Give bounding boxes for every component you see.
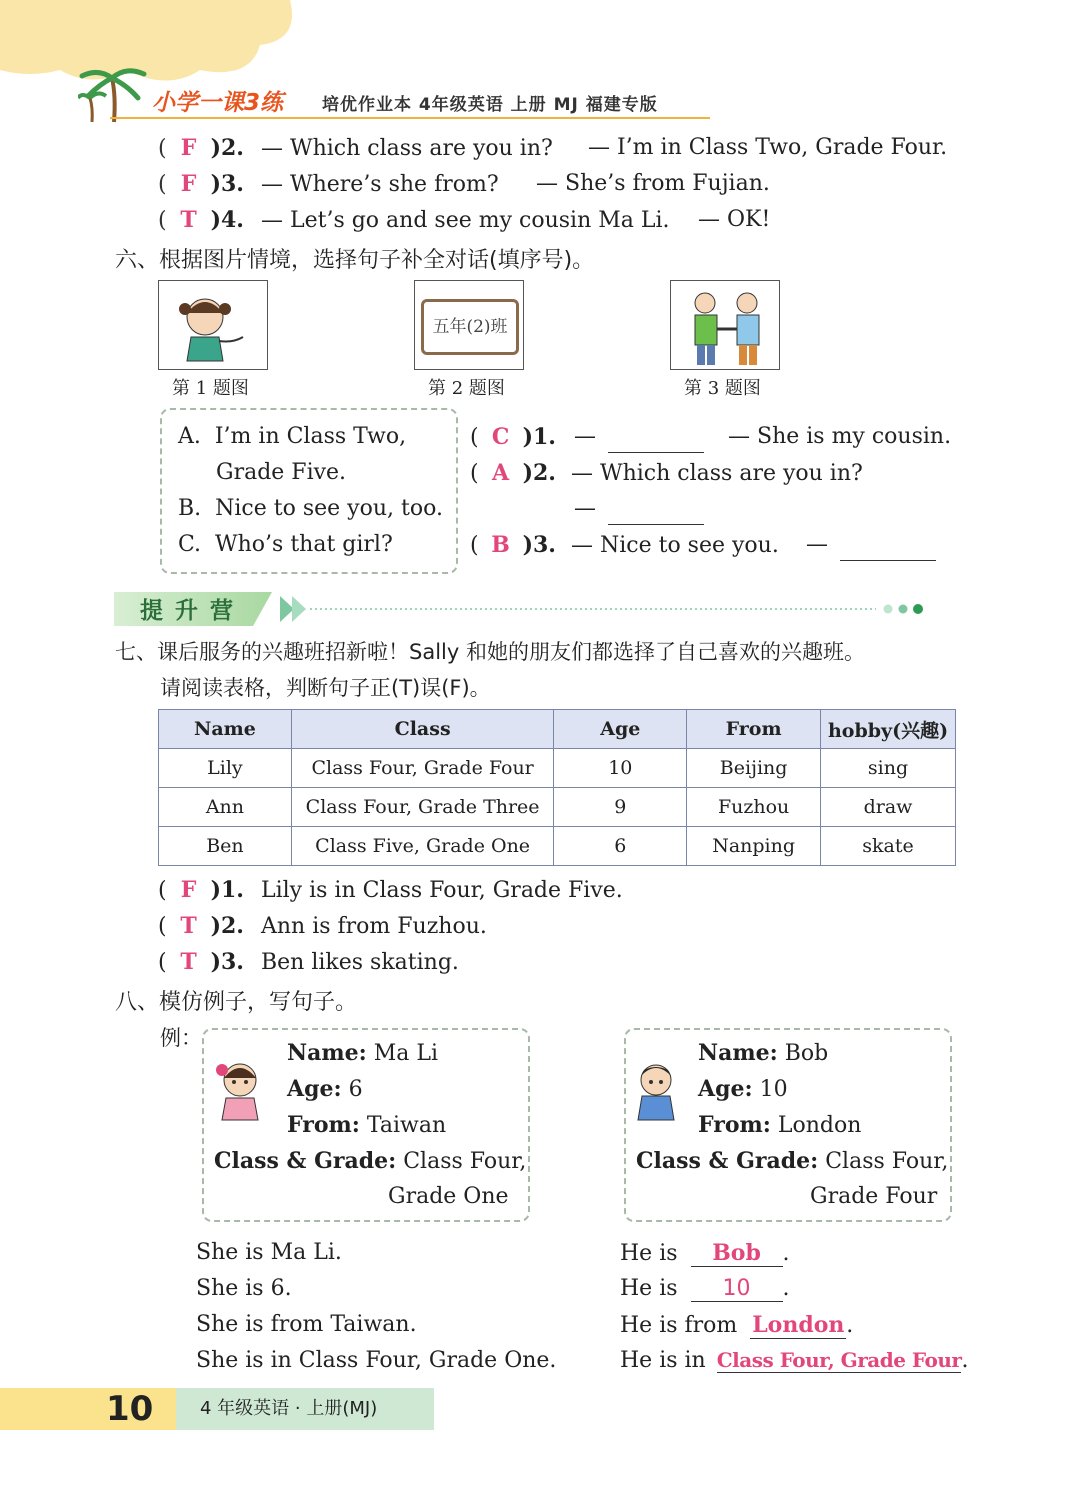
answer-mark: T: [180, 207, 197, 233]
reply-text: — OK!: [698, 207, 771, 232]
option-a: A. I’m in Class Two,: [178, 424, 407, 449]
girl-pointing-icon: [159, 281, 267, 369]
reply-text: — She is my cousin.: [728, 424, 952, 449]
answer-mark: A: [492, 460, 510, 486]
right-card-from: From: London: [698, 1112, 862, 1138]
answer-mark: T: [180, 949, 197, 975]
answer-mark: F: [180, 877, 197, 903]
cell: 6: [554, 827, 687, 866]
cell: 9: [554, 788, 687, 827]
picture-1: [158, 280, 268, 370]
left-card-age: Age: 6: [287, 1076, 363, 1102]
statement-text: Ann is from Fuzhou.: [260, 914, 487, 939]
cell: 10: [554, 749, 687, 788]
question-number: )2.: [210, 913, 244, 939]
statement-text: Ben likes skating.: [260, 950, 459, 975]
dialog-q2-reply: [574, 496, 596, 521]
question-text: — Let’s go and see my cousin Ma Li.: [260, 208, 670, 233]
filled-answer[interactable]: 10: [691, 1276, 783, 1302]
picture-3: [670, 280, 780, 370]
table-row: [159, 749, 956, 788]
filled-answer[interactable]: Bob: [691, 1240, 783, 1267]
question-number: )2.: [522, 460, 556, 486]
part5-row-3: ( F )3. — Where’s she from? — She’s from Fujian.: [158, 171, 770, 197]
footer-book-title: 4 年级英语 · 上册(MJ): [176, 1388, 434, 1430]
handshake-icon: [671, 281, 779, 369]
question-number: )3.: [210, 171, 244, 197]
header-hobby: hobby(兴趣): [821, 710, 956, 749]
dash: —: [574, 496, 596, 521]
page-number: 10: [106, 1389, 154, 1429]
dash: —: [806, 532, 828, 557]
cell: Lily: [159, 749, 292, 788]
reply-text: — She’s from Fujian.: [536, 171, 770, 196]
filled-answer[interactable]: London: [752, 1312, 845, 1338]
cell: Class Four, Grade Three: [291, 788, 554, 827]
left-sentence-2: She is 6.: [196, 1276, 292, 1301]
left-sentence-1: She is Ma Li.: [196, 1240, 342, 1265]
right-card-name: Name: Bob: [698, 1040, 829, 1066]
left-card-grade: Grade One: [388, 1184, 509, 1209]
statement-3: ( T )3. Ben likes skating.: [158, 949, 459, 975]
cell: Ann: [159, 788, 292, 827]
left-card-name: Name: Ma Li: [287, 1040, 439, 1066]
picture-caption-3: 第 3 题图: [684, 378, 761, 399]
header-subtitle: 培优作业本 4年级英语 上册 MJ 福建专版: [322, 95, 658, 115]
question-text: — Nice to see you.: [570, 533, 779, 558]
header-age: Age: [554, 710, 687, 749]
cell: sing: [821, 749, 956, 788]
section7-title-line2: 请阅读表格，判断句子正(T)误(F)。: [160, 676, 491, 700]
question-number: )1.: [210, 877, 244, 903]
statement-1: ( F )1. Lily is in Class Four, Grade Five.: [158, 877, 623, 903]
right-sentence-3: He is from London.: [620, 1312, 854, 1338]
hobby-class-table: [158, 709, 956, 866]
option-b: B. Nice to see you, too.: [178, 496, 443, 521]
question-number: )3.: [522, 532, 556, 558]
question-number: )1.: [522, 424, 556, 450]
answer-mark: C: [491, 424, 510, 450]
question-text: — Which class are you in?: [570, 461, 863, 486]
question-number: )3.: [210, 949, 244, 975]
answer-mark: B: [491, 532, 510, 558]
cell: draw: [821, 788, 956, 827]
dialog-q3: ( B )3. — Nice to see you. —: [470, 532, 960, 558]
picture-2: [414, 280, 524, 370]
right-sentence-1: He is Bob .: [620, 1240, 790, 1266]
reply-text: — I’m in Class Two, Grade Four.: [588, 135, 948, 160]
question-number: )4.: [210, 207, 244, 233]
answer-blank[interactable]: [840, 538, 936, 561]
question-text: — Which class are you in?: [260, 136, 553, 161]
answer-blank[interactable]: [608, 502, 704, 525]
part5-row-4: ( T )4. — Let’s go and see my cousin Ma Li. — OK!: [158, 207, 771, 233]
dash: —: [574, 424, 596, 449]
right-sentence-2: He is 10 .: [620, 1276, 790, 1301]
dialog-q2: ( A )2. — Which class are you in?: [470, 460, 863, 486]
header-name: Name: [159, 710, 292, 749]
table-row: [159, 788, 956, 827]
statement-2: ( T )2. Ann is from Fuzhou.: [158, 913, 487, 939]
cell: Class Four, Grade Four: [291, 749, 554, 788]
question-text: — Where’s she from?: [260, 172, 499, 197]
class-sign: 五年(2)班: [421, 299, 519, 355]
part5-row-2: ( F )2. — Which class are you in? — I’m in Class Two, Grade Four.: [158, 135, 948, 161]
left-sentence-4: She is in Class Four, Grade One.: [196, 1348, 557, 1373]
palm-tree-icon: [78, 66, 153, 124]
left-card-from: From: Taiwan: [287, 1112, 447, 1138]
table-header-row: [159, 710, 956, 749]
answer-mark: T: [180, 913, 197, 939]
table-row: [159, 827, 956, 866]
answer-mark: F: [180, 171, 197, 197]
boy-avatar-icon: [632, 1056, 682, 1122]
right-card-grade: Grade Four: [810, 1184, 938, 1209]
dialog-q1: ( C )1. — — She is my cousin.: [470, 424, 960, 450]
picture-caption-2: 第 2 题图: [428, 378, 505, 399]
cell: Ben: [159, 827, 292, 866]
option-c: C. Who’s that girl?: [178, 532, 393, 557]
right-sentence-4: He is in Class Four, Grade Four.: [620, 1348, 969, 1373]
left-card-class-grade: Class & Grade: Class Four,: [214, 1148, 527, 1174]
banner-text: 提 升 营: [140, 598, 236, 624]
example-label: 例：: [160, 1026, 202, 1050]
cell: skate: [821, 827, 956, 866]
answer-blank[interactable]: [608, 430, 704, 453]
header-class: Class: [291, 710, 554, 749]
right-card-age: Age: 10: [698, 1076, 788, 1102]
banner-arrow-icon: [276, 594, 936, 624]
section6-title: 六、根据图片情境，选择句子补全对话(填序号)。: [115, 248, 595, 273]
header-brand: 小学一课3练: [152, 90, 284, 116]
statement-text: Lily is in Class Four, Grade Five.: [260, 878, 623, 903]
header-from: From: [687, 710, 821, 749]
section8-title: 八、模仿例子，写句子。: [115, 990, 358, 1015]
answer-mark: F: [180, 135, 197, 161]
right-card-class-grade: Class & Grade: Class Four,: [636, 1148, 949, 1174]
filled-answer[interactable]: Class Four, Grade Four: [716, 1348, 962, 1372]
cell: Beijing: [687, 749, 821, 788]
section7-title-line1: 七、课后服务的兴趣班招新啦！Sally 和她的朋友们都选择了自己喜欢的兴趣班。: [115, 640, 865, 664]
cell: Class Five, Grade One: [291, 827, 554, 866]
option-a-cont: Grade Five.: [216, 460, 347, 485]
left-sentence-3: She is from Taiwan.: [196, 1312, 417, 1337]
picture-caption-1: 第 1 题图: [172, 378, 249, 399]
question-number: )2.: [210, 135, 244, 161]
cell: Fuzhou: [687, 788, 821, 827]
cell: Nanping: [687, 827, 821, 866]
girl-avatar-icon: [212, 1056, 268, 1122]
header-rule: [110, 117, 710, 119]
